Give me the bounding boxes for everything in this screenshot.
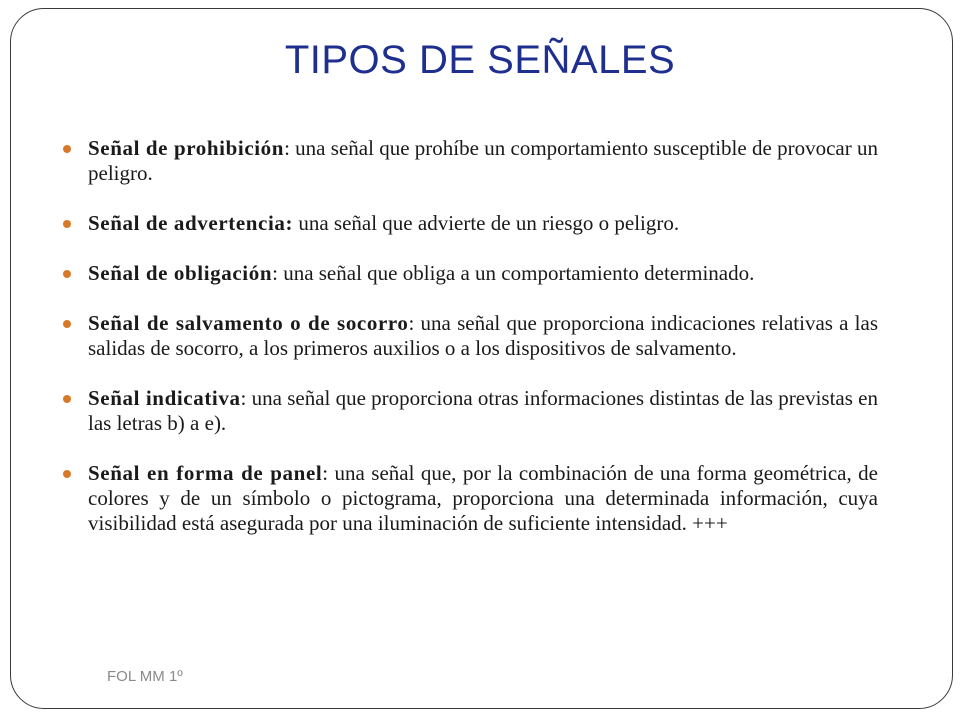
bullet-item [62, 461, 878, 536]
bullet-term: Señal de advertencia: [88, 211, 294, 235]
bullet-dot-icon [63, 395, 71, 403]
bullet-text: : una señal que obliga a un comportamiento determinado. [272, 261, 755, 285]
bullet-term: Señal de salvamento o de socorro [88, 311, 409, 335]
bullet-item [62, 311, 878, 361]
bullet-item [62, 261, 878, 286]
bullet-dot-icon [63, 320, 71, 328]
bullet-dot-icon [63, 270, 71, 278]
bullet-text: : una señal que proporciona indicaciones relativas a las salidas de socorro, a los primeros auxilios o a los dispositivos de salvamento. [88, 311, 879, 360]
bullet-term: Señal indicativa [88, 386, 241, 410]
bullet-text: una señal que advierte de un riesgo o peligro. [293, 211, 680, 235]
bullet-term: Señal de prohibición [88, 136, 285, 160]
bullet-term: Señal de obligación [88, 261, 273, 285]
bullet-text: : una señal que proporciona otras informaciones distintas de las previstas en las letras b) a e). [88, 386, 878, 435]
bullet-dot-icon [63, 145, 71, 153]
slide-title: TIPOS DE SEÑALES [284, 38, 676, 82]
bullet-list [62, 136, 878, 561]
bullet-text: : una señal que, por la combinación de una forma geométrica, de colores y de un símbolo o pictograma, proporciona una determinada información, cuya visibilidad está asegurada por una iluminación de suficiente intensidad. +++ [88, 461, 878, 535]
slide-footer: FOL MM 1º [107, 668, 183, 685]
bullet-item [62, 211, 878, 236]
bullet-item [62, 136, 878, 186]
bullet-text: : una señal que prohíbe un comportamiento susceptible de provocar un peligro. [88, 136, 878, 185]
bullet-item [62, 386, 878, 436]
bullet-dot-icon [63, 220, 71, 228]
bullet-term: Señal en forma de panel [88, 461, 323, 485]
bullet-dot-icon [63, 470, 71, 478]
